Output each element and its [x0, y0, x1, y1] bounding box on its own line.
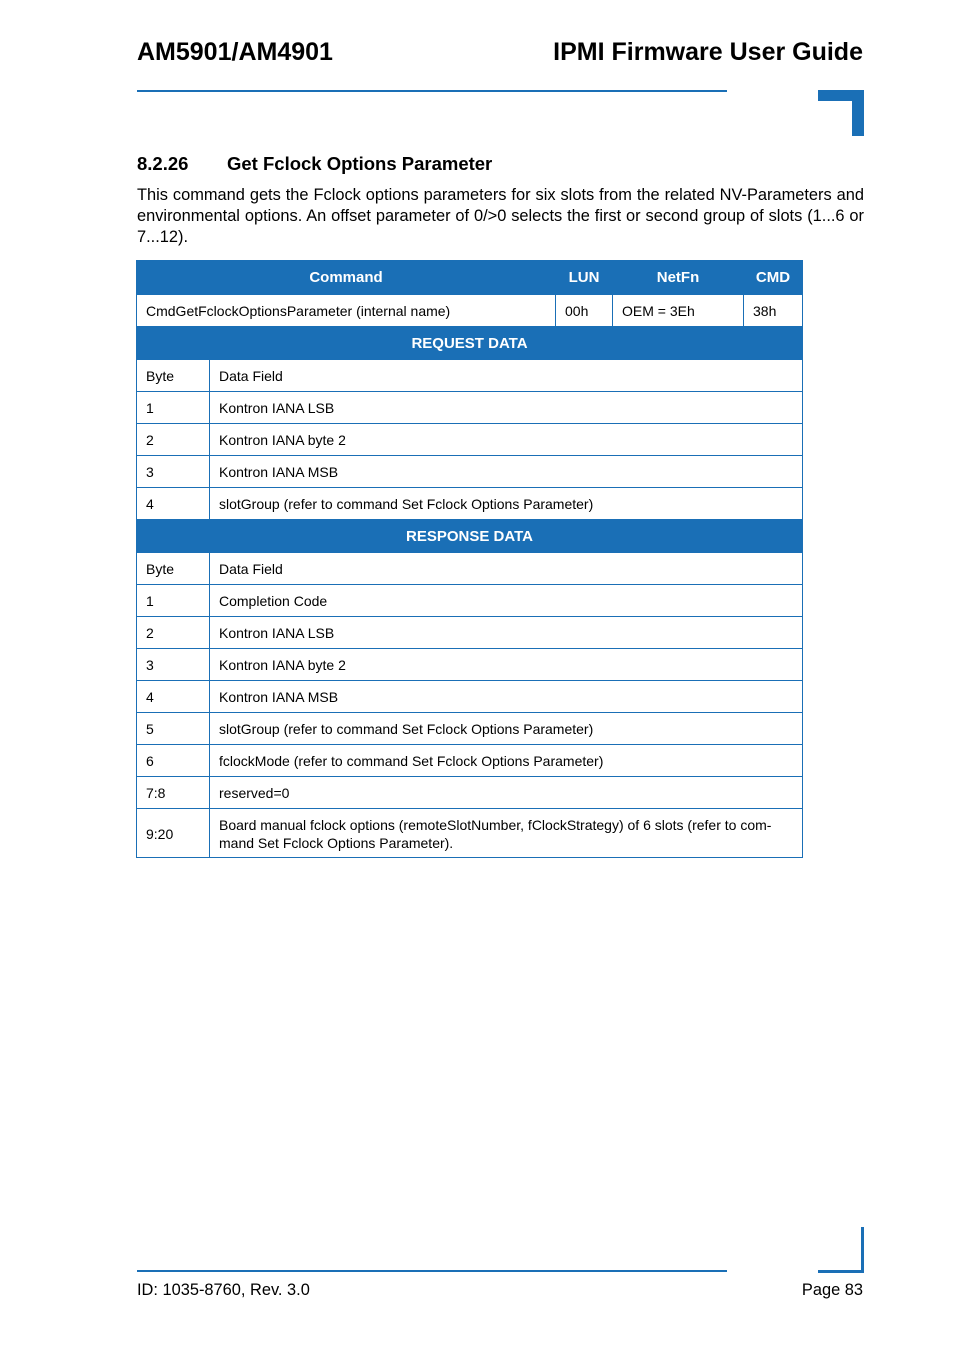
cmd-header: CMD	[744, 261, 803, 295]
table-row	[137, 713, 803, 745]
byte-cell: 3	[137, 456, 210, 488]
header-rule	[137, 90, 727, 92]
data-field-cell: Board manual fclock options (remoteSlotNumber, fClockStrategy) of 6 slots (refer to com-mand Set Fclock Options Parameter).	[210, 809, 803, 858]
corner-mark-bottom	[818, 1270, 864, 1273]
byte-cell: 4	[137, 681, 210, 713]
section-number: 8.2.26	[137, 153, 189, 174]
document-id: ID: 1035-8760, Rev. 3.0	[137, 1281, 310, 1299]
data-field-cell: slotGroup (refer to command Set Fclock Options Parameter)	[210, 713, 803, 745]
data-field-cell: Kontron IANA MSB	[210, 681, 803, 713]
byte-cell: 7:8	[137, 777, 210, 809]
data-field-cell: Kontron IANA byte 2	[210, 649, 803, 681]
byte-cell: 1	[137, 392, 210, 424]
data-field-cell: fclockMode (refer to command Set Fclock Options Parameter)	[210, 745, 803, 777]
table-row	[137, 488, 803, 520]
byte-cell: 2	[137, 424, 210, 456]
table-row	[137, 360, 803, 392]
table-row	[137, 424, 803, 456]
command-row	[137, 295, 803, 327]
command-name-cell: CmdGetFclockOptionsParameter (internal name)	[137, 295, 556, 327]
section-intro-paragraph: This command gets the Fclock options parameters for six slots from the related NV-Parameters and environmental options. An offset parameter of 0/>0 selects the first or second group of slots (1...6 or 7...12).	[137, 186, 864, 246]
table-row	[137, 553, 803, 585]
data-field-cell: Data Field	[210, 553, 803, 585]
byte-cell: 2	[137, 617, 210, 649]
byte-cell: 5	[137, 713, 210, 745]
document-product-name: AM5901/AM4901	[137, 38, 333, 66]
netfn-cell: OEM = 3Eh	[613, 295, 744, 327]
byte-cell: 4	[137, 488, 210, 520]
data-field-cell: Kontron IANA LSB	[210, 617, 803, 649]
table-row	[137, 649, 803, 681]
netfn-header: NetFn	[613, 261, 744, 295]
table-header-row	[137, 261, 803, 295]
data-field-cell: Kontron IANA byte 2	[210, 424, 803, 456]
data-field-cell: slotGroup (refer to command Set Fclock Options Parameter)	[210, 488, 803, 520]
page-number: Page 83	[801, 1281, 863, 1299]
table-row	[137, 617, 803, 649]
data-field-cell: Data Field	[210, 360, 803, 392]
table-row	[137, 392, 803, 424]
table-row	[137, 681, 803, 713]
command-table	[136, 260, 803, 858]
cmd-cell: 38h	[744, 295, 803, 327]
section-title: Get Fclock Options Parameter	[227, 153, 493, 174]
command-header: Command	[137, 261, 556, 295]
table-row	[137, 745, 803, 777]
byte-cell: 3	[137, 649, 210, 681]
request-data-section-row	[137, 327, 803, 360]
corner-mark-top-vertical	[852, 90, 864, 136]
data-field-cell: Kontron IANA MSB	[210, 456, 803, 488]
response-data-title: RESPONSE DATA	[137, 520, 803, 553]
table-row	[137, 585, 803, 617]
data-field-cell: Kontron IANA LSB	[210, 392, 803, 424]
response-data-section-row	[137, 520, 803, 553]
byte-cell: 9:20	[137, 809, 210, 858]
byte-cell: 1	[137, 585, 210, 617]
document-title: IPMI Firmware User Guide	[553, 38, 863, 66]
byte-cell: Byte	[137, 553, 210, 585]
table-row	[137, 777, 803, 809]
table-row	[137, 809, 803, 858]
data-field-cell: reserved=0	[210, 777, 803, 809]
corner-mark-bottom-vertical	[861, 1227, 864, 1273]
lun-cell: 00h	[556, 295, 613, 327]
section-heading	[137, 153, 492, 175]
request-data-title: REQUEST DATA	[137, 327, 803, 360]
lun-header: LUN	[556, 261, 613, 295]
table-row	[137, 456, 803, 488]
data-field-cell: Completion Code	[210, 585, 803, 617]
byte-cell: Byte	[137, 360, 210, 392]
footer-rule	[137, 1270, 727, 1272]
byte-cell: 6	[137, 745, 210, 777]
